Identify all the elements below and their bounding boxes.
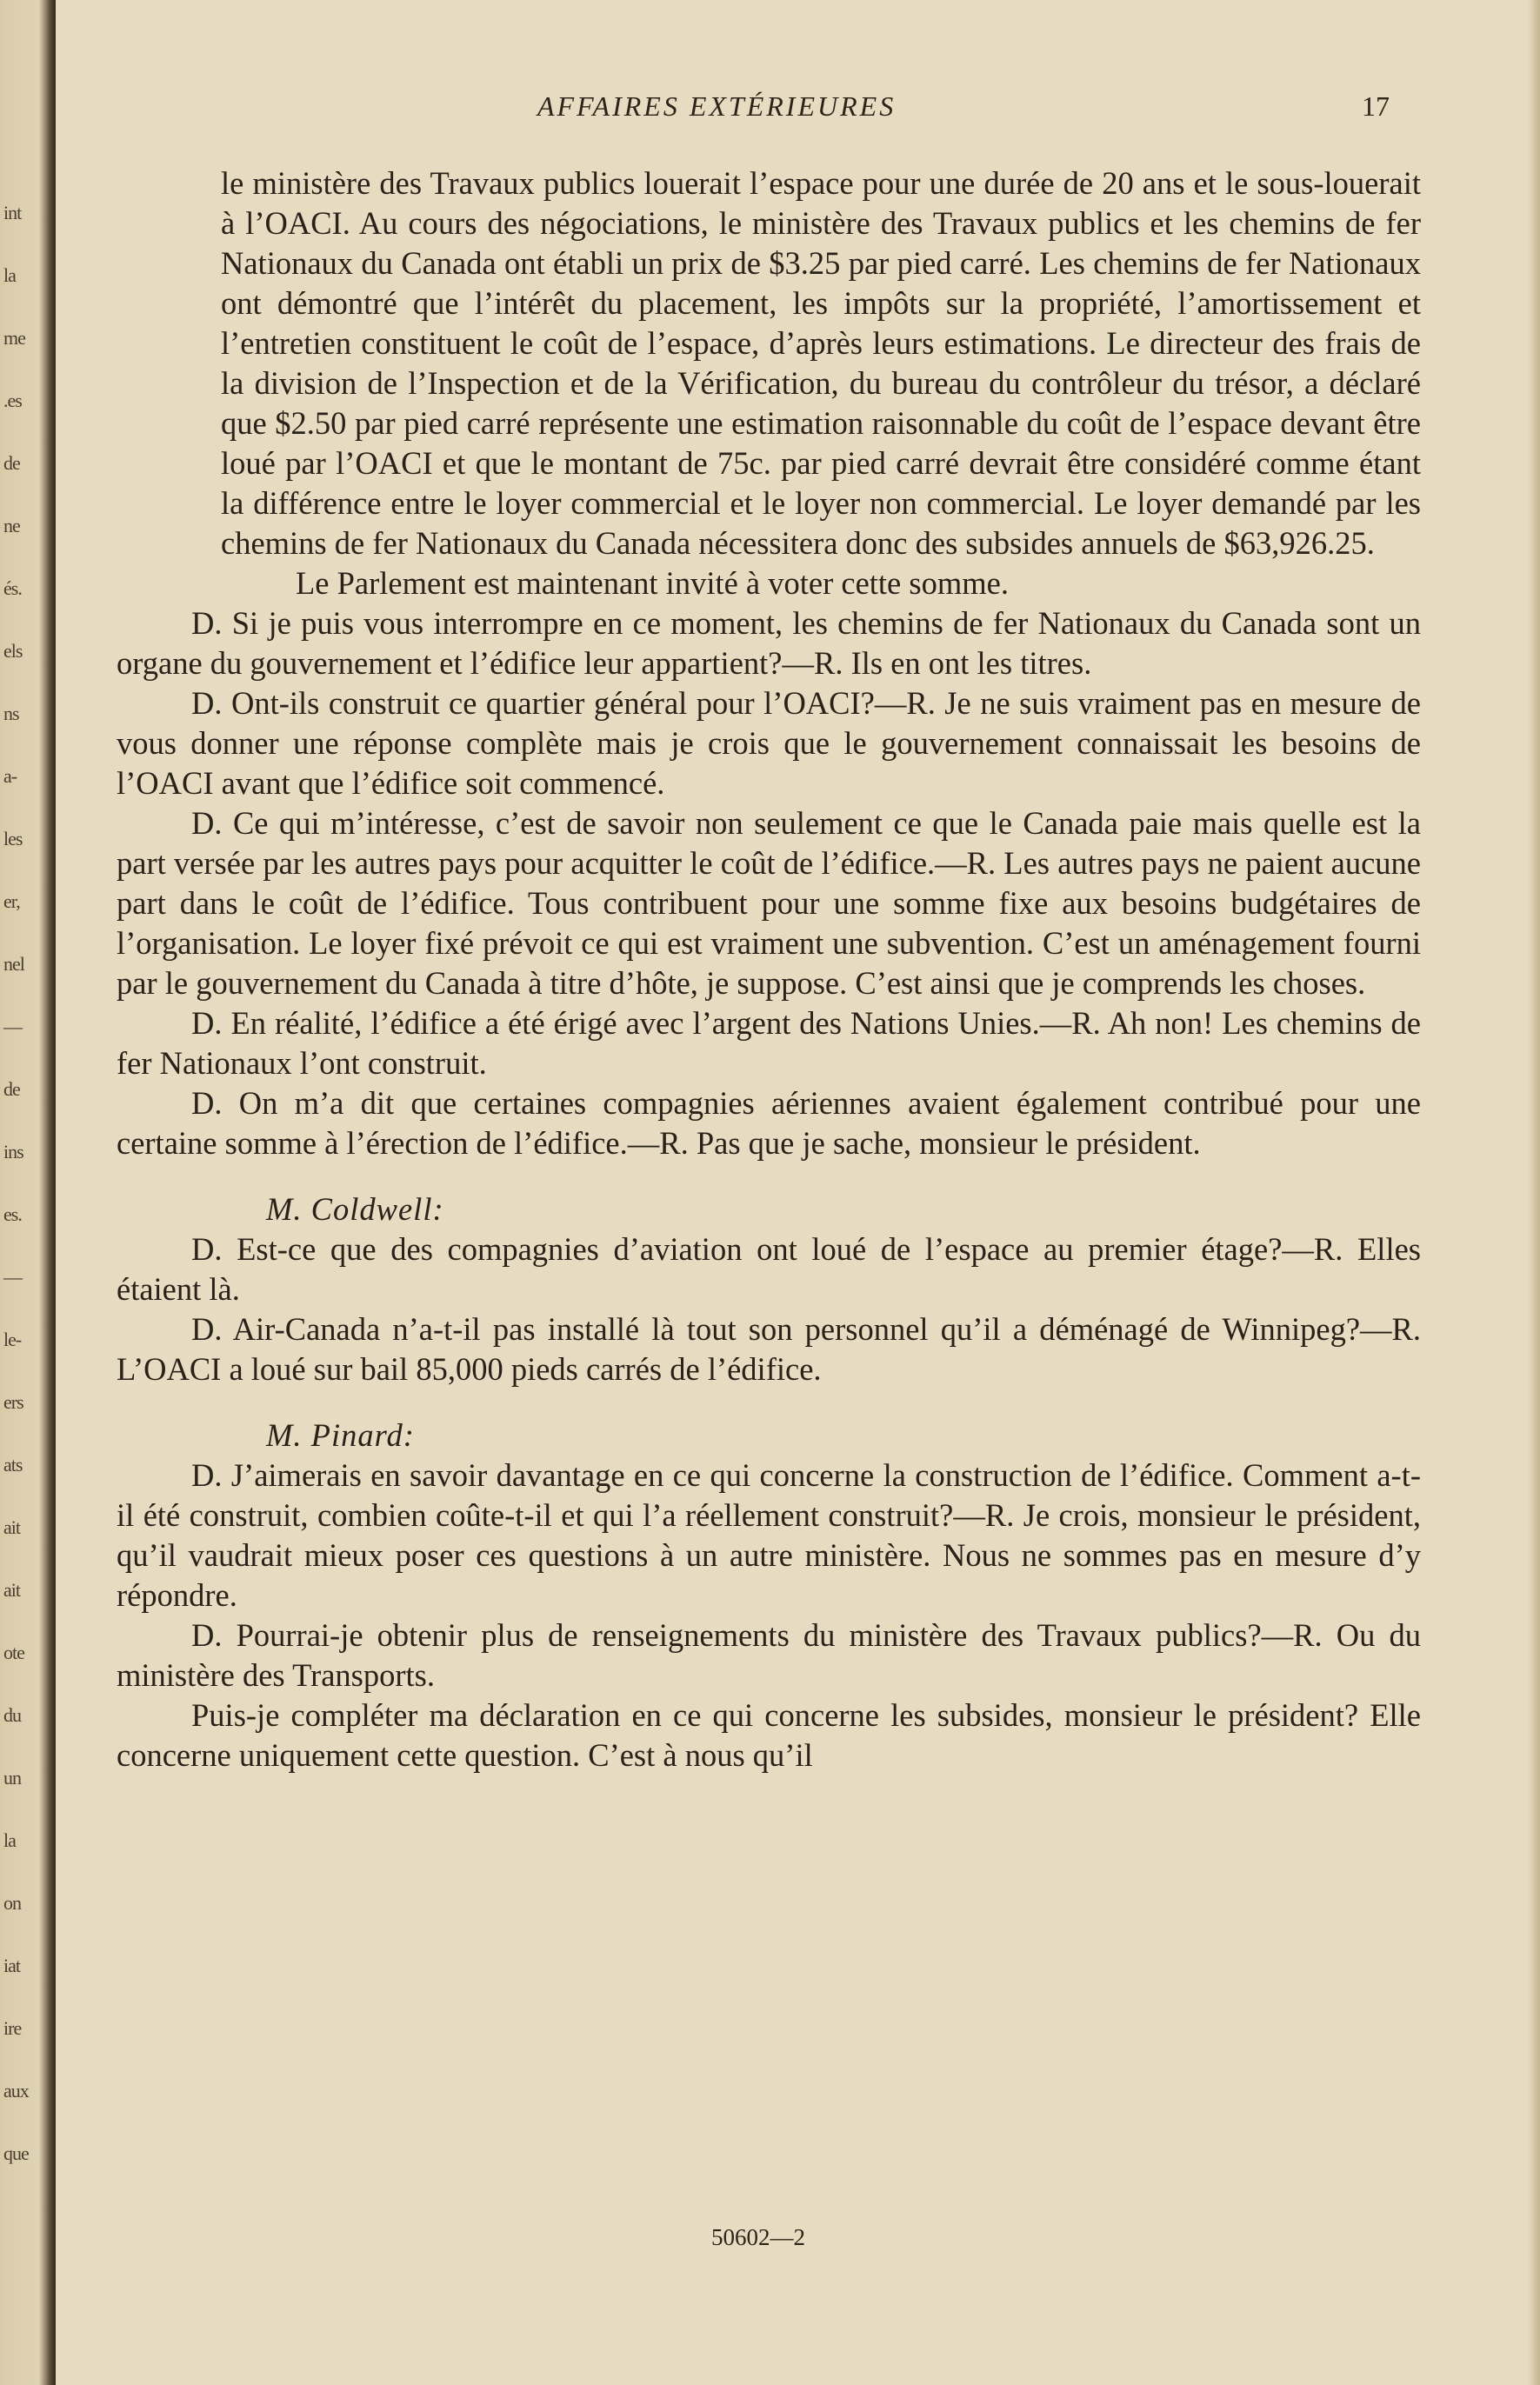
running-title: AFFAIRES EXTÉRIEURES: [537, 90, 897, 122]
body-text: [117, 163, 1421, 1775]
margin-fragment: ins: [3, 1141, 23, 1163]
page-header: [0, 90, 1540, 132]
speaker-heading: M. Coldwell:: [266, 1191, 444, 1227]
margin-fragment: ait: [3, 1579, 20, 1601]
dialogue-paragraph: D. Pourrai-je obtenir plus de renseignements du ministère des Travaux publics?—R. Ou du ministère des Transports.: [117, 1617, 1421, 1693]
dialogue-paragraph: D. Ont-ils construit ce quartier général pour l’OACI?—R. Je ne suis vraiment pas en mesure de vous donner une réponse complète mais je crois que le gouvernement connaissait les besoins de l’OACI avant que l’édifice soit commencé.: [117, 685, 1421, 801]
dialogue-paragraph: D. On m’a dit que certaines compagnies aériennes avaient également contribué pour une certaine somme à l’érection de l’édifice.—R. Pas que je sache, monsieur le président.: [117, 1085, 1421, 1161]
margin-fragment: int: [3, 202, 22, 223]
dialogue-paragraph: D. Est-ce que des compagnies d’aviation ont loué de l’espace au premier étage?—R. Elles étaient là.: [117, 1231, 1421, 1307]
speaker-heading: M. Pinard:: [266, 1417, 415, 1453]
margin-fragment: de: [3, 1078, 20, 1100]
dialogue-paragraph: D. J’aimerais en savoir davantage en ce qui concerne la construction de l’édifice. Comment a-t-il été construit, combien coûte-t-il et qui l’a réellement construit?—R. Je crois, monsieur le président, qu’il vaudrait mieux poser ces questions à un autre ministère. Nous ne sommes pas en mesure d’y répondre.: [117, 1457, 1421, 1613]
margin-fragment: que: [3, 2142, 29, 2164]
margin-fragment: ote: [3, 1642, 24, 1663]
margin-fragment: de: [3, 452, 20, 474]
margin-fragment: er,: [3, 890, 20, 912]
margin-fragment: —: [3, 1016, 22, 1037]
margin-fragment: les: [3, 828, 23, 849]
margin-fragment: ne: [3, 515, 20, 536]
margin-fragment: la: [3, 1829, 16, 1851]
quoted-statement: le ministère des Travaux publics louerait l’espace pour une durée de 20 ans et le sous-louerait à l’OACI. Au cours des négociations, le ministère des Travaux publics et les chemins de fer Nationaux du Canada ont établi un prix de $3.25 par pied carré. Les chemins de fer Nationaux ont démontré que l’intérêt du placement, les impôts sur la propriété, l’amortissement et l’entretien constituent le coût de l’espace, d’après leurs estimations. Le directeur des frais de la division de l’Inspection et de la Vérification, du bureau du contrôleur du trésor, a déclaré que $2.50 par pied carré représente une estimation raisonnable du coût de l’espace devant être loué par l’OACI et que le montant de 75c. par pied carré devrait être considéré comme étant la différence entre le loyer commercial et le loyer non commercial. Le loyer demandé par les chemins de fer Nationaux du Canada nécessitera donc des subsides annuels de $63,926.25.: [221, 165, 1421, 561]
margin-fragment: on: [3, 1892, 21, 1914]
page-number: 17: [1362, 90, 1390, 122]
margin-fragment: ats: [3, 1454, 23, 1476]
margin-fragment: es.: [3, 1203, 22, 1225]
speaker-spacing: [117, 1163, 1421, 1189]
dialogue-paragraph: D. Ce qui m’intéresse, c’est de savoir non seulement ce que le Canada paie mais quelle est la part versée par les autres pays pour acquitter le coût de l’édifice.—R. Les autres pays ne paient aucune part dans le coût de l’édifice. Tous contribuent pour une somme fixe aux besoins budgétaires de l’organisation. Le loyer fixé prévoit ce qui est vraiment une subvention. C’est un aménagement fourni par le gouvernement du Canada à titre d’hôte, je suppose. C’est ainsi que je comprends les choses.: [117, 805, 1421, 1001]
margin-fragment: a-: [3, 765, 17, 787]
margin-fragment: iat: [3, 1955, 20, 1976]
quoted-statement-line: Le Parlement est maintenant invité à voter cette somme.: [296, 565, 1009, 601]
dialogue-paragraph: Puis-je compléter ma déclaration en ce qui concerne les subsides, monsieur le président? Elle concerne uniquement cette question. C’est à nous qu’il: [117, 1697, 1421, 1773]
margin-fragment: ait: [3, 1516, 20, 1538]
margin-fragment: ers: [3, 1391, 23, 1413]
dialogue-paragraph: D. Si je puis vous interrompre en ce moment, les chemins de fer Nationaux du Canada sont un organe du gouvernement et l’édifice leur appartient?—R. Ils en ont les titres.: [117, 605, 1421, 681]
margin-fragment: du: [3, 1704, 21, 1726]
margin-fragment: .es: [3, 390, 22, 411]
dialogue-paragraph: D. Air-Canada n’a-t-il pas installé là tout son personnel qu’il a déménagé de Winnipeg?—R. L’OACI a loué sur bail 85,000 pieds carrés de l’édifice.: [117, 1311, 1421, 1387]
margin-fragment: la: [3, 264, 16, 286]
margin-fragment: aux: [3, 2080, 29, 2102]
margin-fragment: nel: [3, 953, 24, 975]
margin-fragment: ns: [3, 703, 19, 724]
margin-fragment: me: [3, 327, 25, 349]
margin-fragment: ire: [3, 2017, 22, 2039]
dialogue-paragraph: D. En réalité, l’édifice a été érigé avec l’argent des Nations Unies.—R. Ah non! Les chemins de fer Nationaux l’ont construit.: [117, 1005, 1421, 1081]
signature-code: 50602—2: [711, 2224, 805, 2250]
speaker-spacing: [117, 1389, 1421, 1416]
margin-fragment: —: [3, 1266, 22, 1288]
margin-fragment: els: [3, 640, 23, 662]
margin-fragment: és.: [3, 577, 22, 599]
margin-fragment: le-: [3, 1329, 22, 1350]
page-edge: [1528, 0, 1540, 2385]
margin-fragment: un: [3, 1767, 21, 1789]
